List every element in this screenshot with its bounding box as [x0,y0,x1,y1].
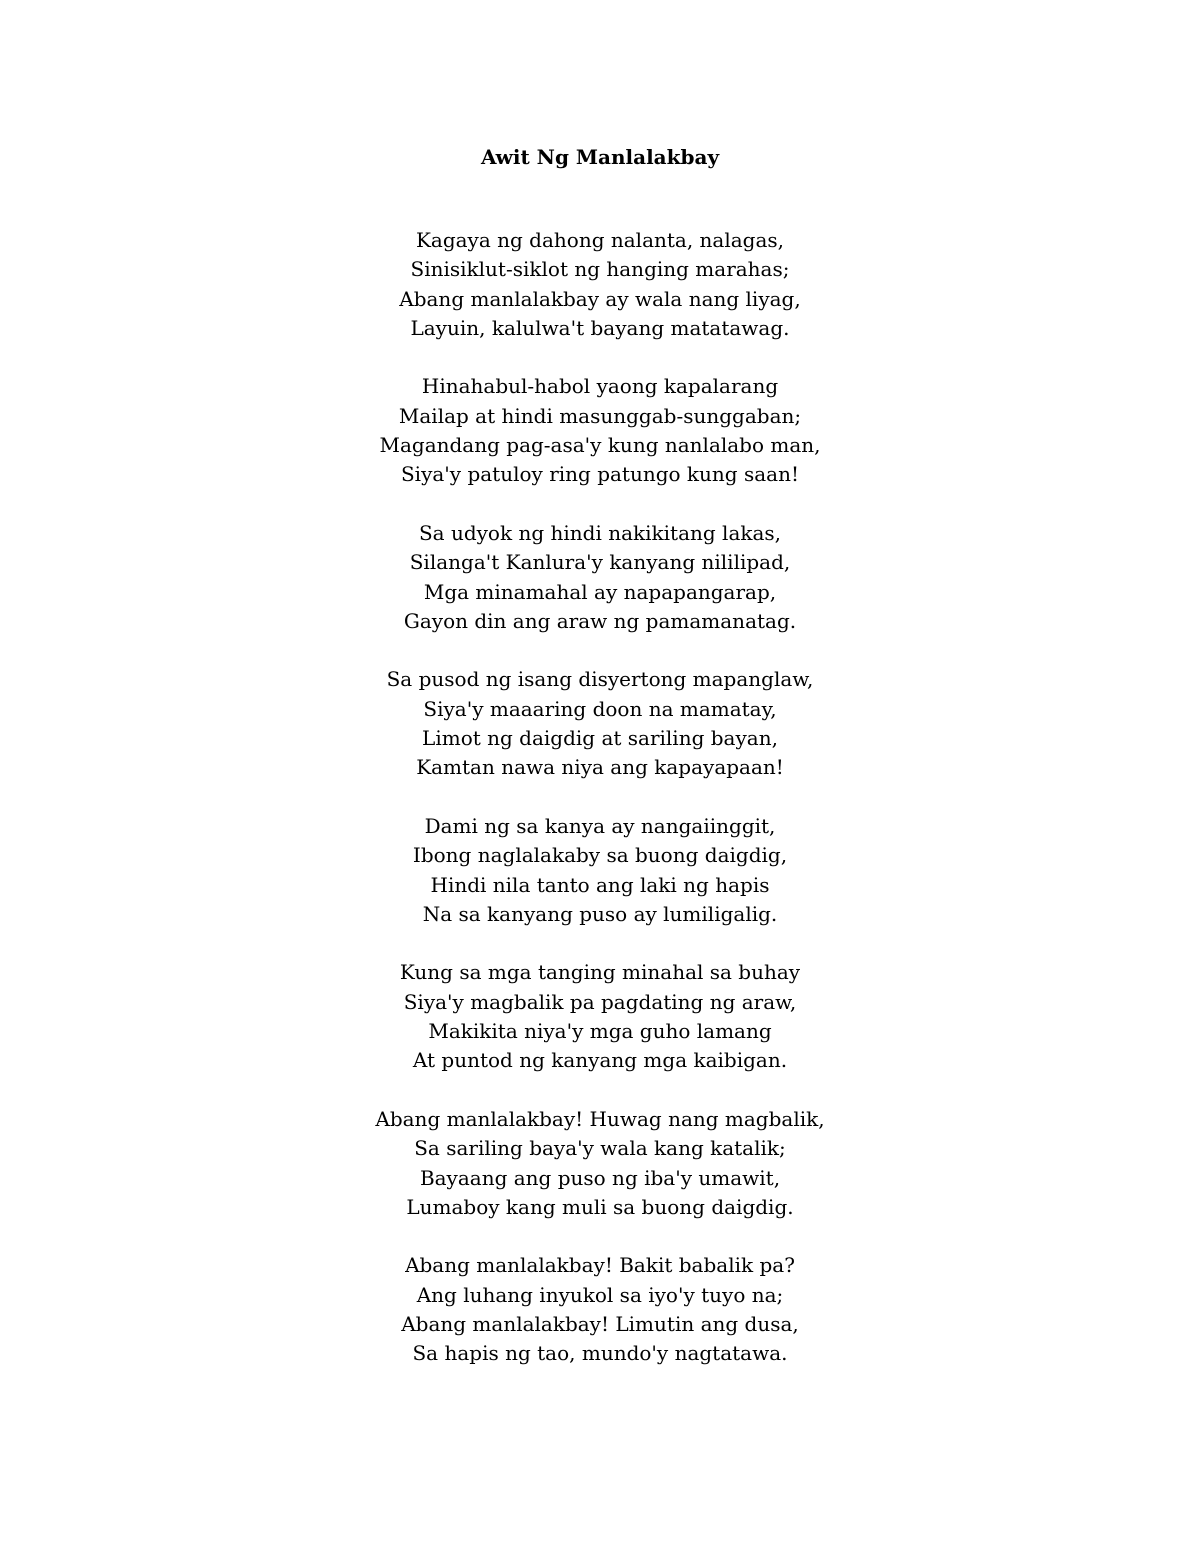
poem-line: Kamtan nawa niya ang kapayapaan! [416,755,784,780]
poem-line: Silanga't Kanlura'y kanyang nililipad, [409,550,791,575]
poem-line: Siya'y magbalik pa pagdating ng araw, [403,989,797,1014]
poem-line: Siya'y maaaring doon na mamatay, [423,696,777,721]
poem-line: Hinahabul-habol yaong kapalarang [421,374,779,399]
poem-line: Kagaya ng dahong nalanta, nalagas, [415,228,785,252]
poem-line: Layuin, kalulwa't bayang matatawag. [410,315,790,340]
stanza-6 [0,958,1200,1075]
poem-line: Lumaboy kang muli sa buong daigdig. [406,1194,794,1219]
poem-line: Gayon din ang araw ng pamamanatag. [403,608,797,633]
stanza-8 [0,1251,1200,1368]
poem-line: Ibong naglalakaby sa buong daigdig, [412,843,788,868]
stanza-2 [0,372,1200,489]
poem-line: Sinisiklut-siklot ng hanging marahas; [410,257,790,282]
stanza-4 [0,665,1200,782]
poem-line: Sa sariling baya'y wala kang katalik; [414,1136,786,1161]
stanza-3 [0,519,1200,636]
poem-line: Sa udyok ng hindi nakikitang lakas, [418,520,782,545]
poem-line: Abang manlalakbay! Huwag nang magbalik, [375,1106,825,1131]
poem-line: Mailap at hindi masunggab-sunggaban; [398,403,802,428]
poem-line: Abang manlalakbay! Limutin ang dusa, [401,1311,799,1336]
stanza-7 [0,1105,1200,1222]
poem-line: Abang manlalakbay! Bakit babalik pa? [405,1253,795,1278]
poem-line: Hindi nila tanto ang laki ng hapis [430,872,770,897]
poem-line: Magandang pag-asa'y kung nanlalabo man, [379,433,821,458]
poem-line: Dami ng sa kanya ay nangaiinggit, [424,813,776,838]
poem-line: Abang manlalakbay ay wala nang liyag, [399,286,801,311]
poem-line: Mga minamahal ay napapangarap, [423,579,777,604]
poem-body [0,226,1200,1398]
poem-title: Awit Ng Manlalakbay [480,145,720,169]
poem-line: Sa pusod ng isang disyertong mapanglaw, [386,667,814,692]
poem-line: Makikita niya'y mga guho lamang [428,1019,772,1044]
poem-line: Kung sa mga tanging minahal sa buhay [399,960,801,985]
poem-line: Limot ng daigdig at sariling bayan, [422,726,778,751]
poem-line: Siya'y patuloy ring patungo kung saan! [400,462,799,487]
poem-line: Ang luhang inyukol sa iyo'y tuyo na; [416,1282,784,1307]
stanza-1 [0,226,1200,343]
poem-line: At puntod ng kanyang mga kaibigan. [412,1048,788,1073]
poem-line: Bayaang ang puso ng iba'y umawit, [419,1165,781,1190]
poem-line: Sa hapis ng tao, mundo'y nagtatawa. [412,1341,788,1366]
poem-line: Na sa kanyang puso ay lumiligalig. [422,901,778,926]
stanza-5 [0,812,1200,929]
